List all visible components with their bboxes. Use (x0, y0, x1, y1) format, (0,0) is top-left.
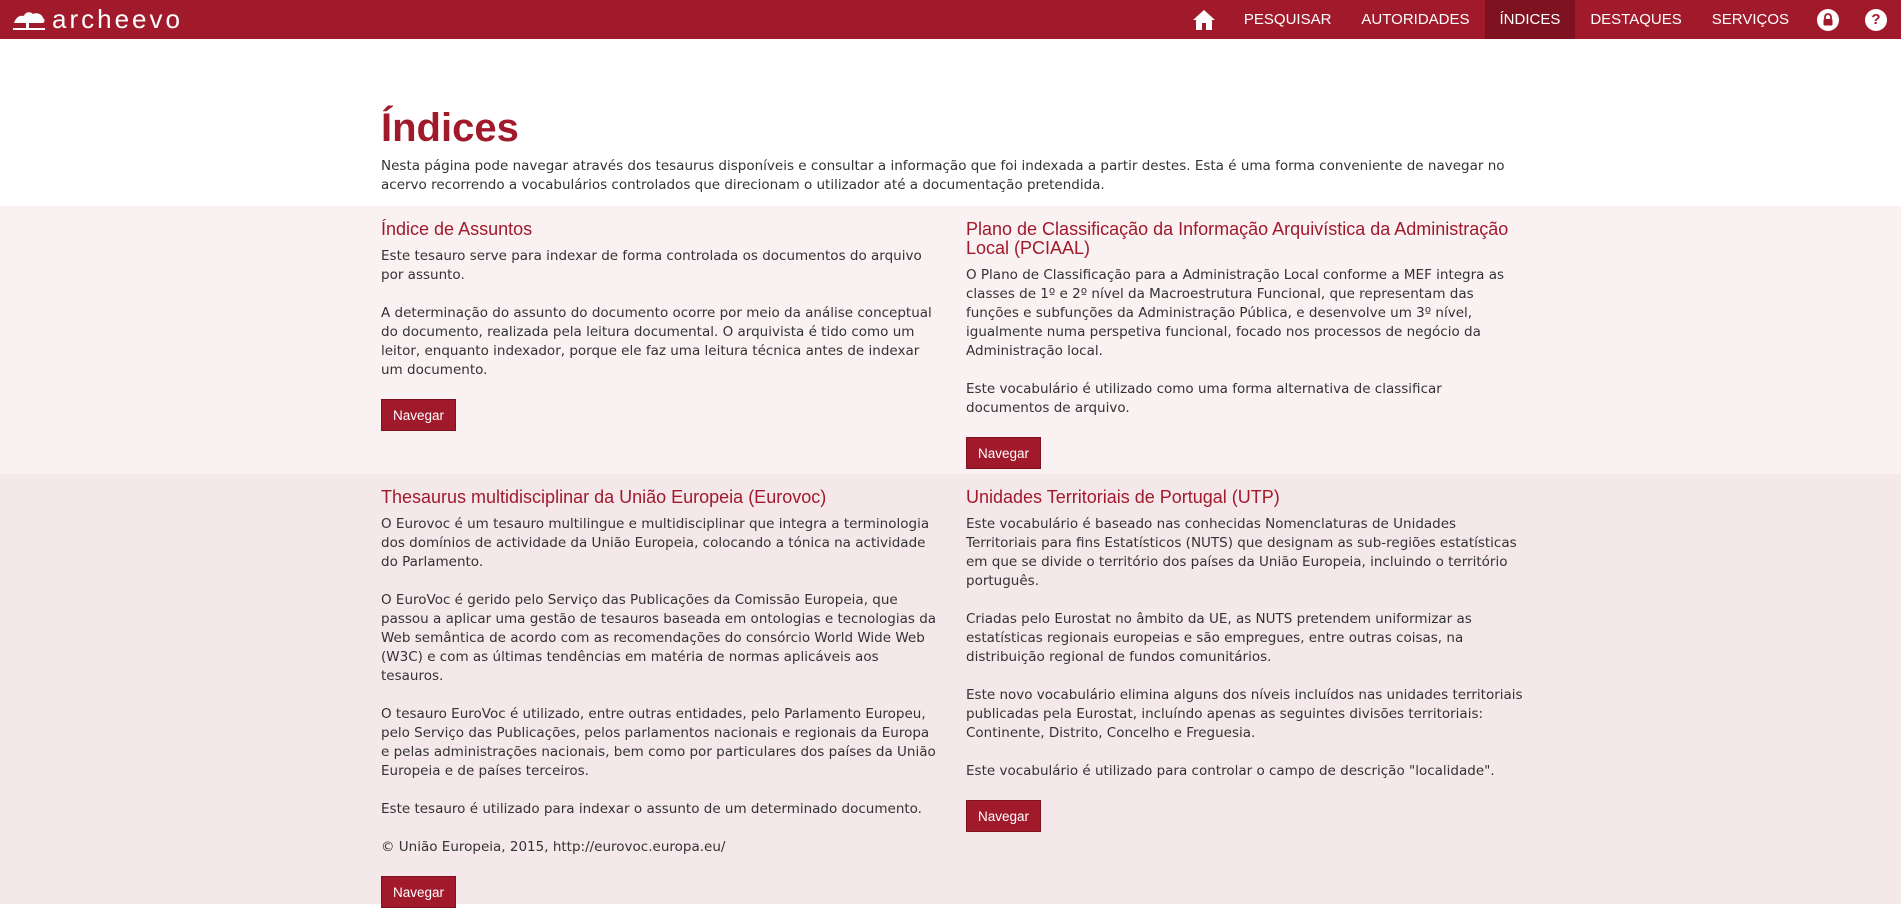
card-paragraph: O Eurovoc é um tesauro multilingue e multidisciplinar que integra a terminologia dos domínios de actividade da União Europeia, colocando a tónica na actividade do Parlamento. (381, 516, 930, 570)
card-paragraph: Este vocabulário é baseado nas conhecidas Nomenclaturas de Unidades Territoriais para fins Estatísticos (NUTS) que designam as sub-regiões estatísticas em que se divide o território dos países da União Europeia, incluindo o território português. (966, 516, 1517, 589)
nav-autoridades[interactable]: AUTORIDADES (1361, 11, 1470, 28)
page-title: Índices (381, 106, 519, 150)
help-button[interactable] (1852, 0, 1901, 39)
lock-icon (1817, 9, 1839, 31)
tree-logo-icon (12, 9, 46, 31)
card-paragraph: Este tesauro é utilizado para indexar o assunto de um determinado documento. (381, 801, 922, 817)
card-paragraph: Este tesauro serve para indexar de forma controlada os documentos do arquivo por assunto. (381, 248, 922, 283)
home-icon (1192, 9, 1216, 31)
card-paragraph: O EuroVoc é gerido pelo Serviço das Publicações da Comissão Europeia, que passou a aplicar uma gestão de tesauros baseada em ontologias e tecnologias da Web semântica de acordo com as recomendações do consórcio World Wide Web (W3C) e com as últimas tendências em matéria de normas aplicáveis aos tesauros. (381, 592, 937, 684)
login-button[interactable] (1804, 0, 1852, 39)
card-paragraph: Criadas pelo Eurostat no âmbito da UE, as NUTS pretendem uniformizar as estatísticas regionais europeias e são empregues, entre outras coisas, na distribuição regional de fundos comunitários. (966, 611, 1472, 665)
navegar-button-pciaal[interactable]: Navegar (966, 437, 1041, 469)
logo-text: archeevo (52, 4, 183, 34)
navegar-button-eurovoc[interactable]: Navegar (381, 876, 456, 908)
main-nav (1179, 0, 1901, 39)
index-card-assuntos (381, 220, 941, 431)
card-paragraph: O tesauro EuroVoc é utilizado, entre outras entidades, pelo Parlamento Europeu, pelo Serviço das Publicações, pelos parlamentos nacionais e regionais da Europa e pelas administrações nacionais, bem como por particulares dos países da União Europeia e de países terceiros. (381, 706, 936, 779)
nav-servicos[interactable]: SERVIÇOS (1711, 11, 1789, 28)
card-title: Índice de Assuntos (381, 219, 533, 239)
card-title: Unidades Territoriais de Portugal (UTP) (966, 487, 1280, 507)
card-paragraph: O Plano de Classificação para a Administração Local conforme a MEF integra as classes de 1º e 2º nível da Macroestrutura Funcional, que representam das funções e subfunções da Administração Pública, e desenvolve um 3º nível, igualmente numa perspetiva funcional, focado nos processos de negócio da Administração local. (966, 267, 1505, 359)
card-title: Plano de Classificação da Informação Arquivística da Administração Local (PCIAAL) (966, 219, 1509, 258)
card-paragraph: Este vocabulário é utilizado como uma forma alternativa de classificar documentos de arquivo. (966, 381, 1442, 416)
page-intro: Nesta página pode navegar através dos tesaurus disponíveis e consultar a informação que foi indexada a partir destes. Esta é uma forma conveniente de navegar no acervo recorrendo a vocabulários controlados que direcionam o utilizador até a documentação pretendida. (381, 158, 1505, 193)
logo[interactable] (12, 6, 183, 33)
help-icon: ? (1865, 9, 1887, 31)
navegar-button-assuntos[interactable]: Navegar (381, 399, 456, 431)
index-card-utp (966, 488, 1526, 832)
section-band-2 (0, 474, 1901, 904)
nav-pesquisar[interactable]: PESQUISAR (1243, 11, 1332, 28)
card-paragraph: A determinação do assunto do documento ocorre por meio da análise conceptual do documento, realizada pela leitura documental. O arquivista é tido como um leitor, enquanto indexador, porque ele faz uma leitura técnica antes de indexar um documento. (381, 305, 932, 378)
nav-indices[interactable]: ÍNDICES (1485, 0, 1576, 39)
home-button[interactable] (1179, 0, 1229, 39)
card-paragraph: Este novo vocabulário elimina alguns dos níveis incluídos nas unidades territoriais publicadas pela Eurostat, incluíndo apenas as seguintes divisões territoriais: Continente, Distrito, Concelho e Freguesia. (966, 687, 1523, 741)
card-paragraph: © União Europeia, 2015, http://eurovoc.europa.eu/ (381, 839, 726, 855)
index-card-eurovoc (381, 488, 941, 908)
section-band-1 (0, 206, 1901, 474)
top-navigation-bar (0, 0, 1901, 39)
index-card-pciaal (966, 220, 1526, 469)
card-paragraph: Este vocabulário é utilizado para controlar o campo de descrição "localidade". (966, 763, 1495, 779)
navegar-button-utp[interactable]: Navegar (966, 800, 1041, 832)
nav-destaques[interactable]: DESTAQUES (1590, 11, 1682, 28)
card-title: Thesaurus multidisciplinar da União Europeia (Eurovoc) (381, 487, 827, 507)
